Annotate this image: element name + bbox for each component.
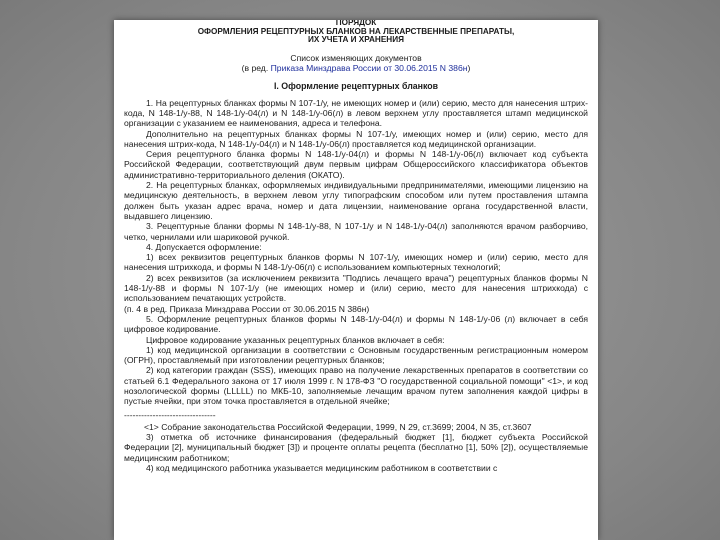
paragraph: 1. На рецептурных бланках формы N 107-1/у, не имеющих номер и (или) серию, место для нанесения штрих-кода, N 148-1/у-88, N 148-1/у-04(л) и N 148-1/у-06(л) в левом верхнем углу проставляется штамп медицинской организации с указанием ее наименования, адреса и телефона. xyxy=(124,97,588,129)
amendment-note: (п. 4 в ред. Приказа Минздрава России от 30.06.2015 N 386н) xyxy=(124,303,370,314)
paragraph: 3) отметка об источнике финансирования (федеральный бюджет [1], бюджет субъекта Российской Федерации [2], муниципальный бюджет [3]) и проценте оплаты рецепта (бесплатно [1], 50% [2]), осуществляемые медицинским работником; xyxy=(124,432,588,463)
changes-block xyxy=(124,53,588,74)
paragraph: 4. Допускается оформление: xyxy=(146,241,262,252)
footnote-separator: -------------------------------- xyxy=(124,409,216,420)
changes-heading: Список изменяющих документов xyxy=(290,52,422,63)
paragraph: Серия рецептурного бланка формы N 148-1/у-04(л) и формы N 148-1/у-06(л) включает код субъекта Российской Федерации, соответствующий двум первым цифрам Общероссийского классификатора объектов административно-территориального деления (ОКАТО). xyxy=(124,149,588,180)
changes-reference: (в ред. Приказа Минздрава России от 30.06.2015 N 386н) xyxy=(241,63,471,74)
order-link[interactable]: Приказа Минздрава России от 30.06.2015 N 386н xyxy=(270,63,468,74)
paragraph: 2. На рецептурных бланках, оформляемых индивидуальными предпринимателями, имеющими лицензию на медицинскую деятельность, в верхнем левом углу типографским способом или путем проставления штампа должен быть указан адрес врача, номер и дата лицензии, наименование органа государственной власти, выдавшего лицензию. xyxy=(124,180,588,221)
paragraph: 2) всех реквизитов (за исключением реквизита "Подпись лечащего врача") рецептурных бланков формы N 148-1/у-88 и формы N 107-1/у (не имеющих номер и (или) серию, место для нанесения штрихкода) с использованием печатающих устройств. xyxy=(124,272,588,304)
paragraph: 5. Оформление рецептурных бланков формы N 148-1/у-04(л) и формы N 148-1/у-06 (л) включает в себя цифровое кодирование. xyxy=(124,313,588,335)
paragraph: 3. Рецептурные бланки формы N 148-1/у-88, N 107-1/у и N 148-1/у-04(л) заполняются врачом разборчиво, четко, чернилами или шариковой ручкой. xyxy=(124,221,588,242)
paragraph: 1) код медицинской организации в соответствии с Основным государственным регистрационным номером (ОГРН), проставляемый при изготовлении рецептурных бланков; xyxy=(124,344,588,366)
paragraph: Цифровое кодирование указанных рецептурных бланков включает в себя: xyxy=(146,334,445,345)
paragraph: 4) код медицинского работника указывается медицинским работником в соответствии с xyxy=(146,463,498,474)
title-line: ИХ УЧЕТА И ХРАНЕНИЯ xyxy=(308,35,404,45)
paragraph: 1) всех реквизитов рецептурных бланков формы N 107-1/у, имеющих номер и (или) серию, место для нанесения штрихкода, и формы N 148-1/у-06(л) с использованием компьютерных технологий; xyxy=(124,252,588,273)
title-line: ПОРЯДОК xyxy=(335,20,377,27)
section-title: I. Оформление рецептурных бланков xyxy=(273,81,439,92)
document-page xyxy=(114,20,598,540)
document-title xyxy=(124,20,588,45)
paragraph: 2) код категории граждан (SSS), имеющих право на получение лекарственных препаратов в соответствии со статьей 6.1 Федерального закона от 17 июля 1999 г. N 178-ФЗ "О государственной социальной помощи" <1>, и код нозологической формы (LLLLL) по МКБ-10, заполняемые лечащим врачом путем заполнения каждой цифры в пустые ячейки, при этом точка проставляется в отдельной ячейке; xyxy=(124,365,588,407)
paragraph: Дополнительно на рецептурных бланках формы N 107-1/у, имеющих номер и (или) серию, место для нанесения штрих-кода, N 148-1/у-04(л) и N 148-1/у-06(л) проставляется код медицинской организации. xyxy=(124,128,588,149)
footnote: <1> Собрание законодательства Российской Федерации, 1999, N 29, ст.3699; 2004, N 35, ст.3607 xyxy=(144,421,532,432)
title-line: ОФОРМЛЕНИЯ РЕЦЕПТУРНЫХ БЛАНКОВ НА ЛЕКАРСТВЕННЫЕ ПРЕПАРАТЫ, xyxy=(197,26,515,36)
